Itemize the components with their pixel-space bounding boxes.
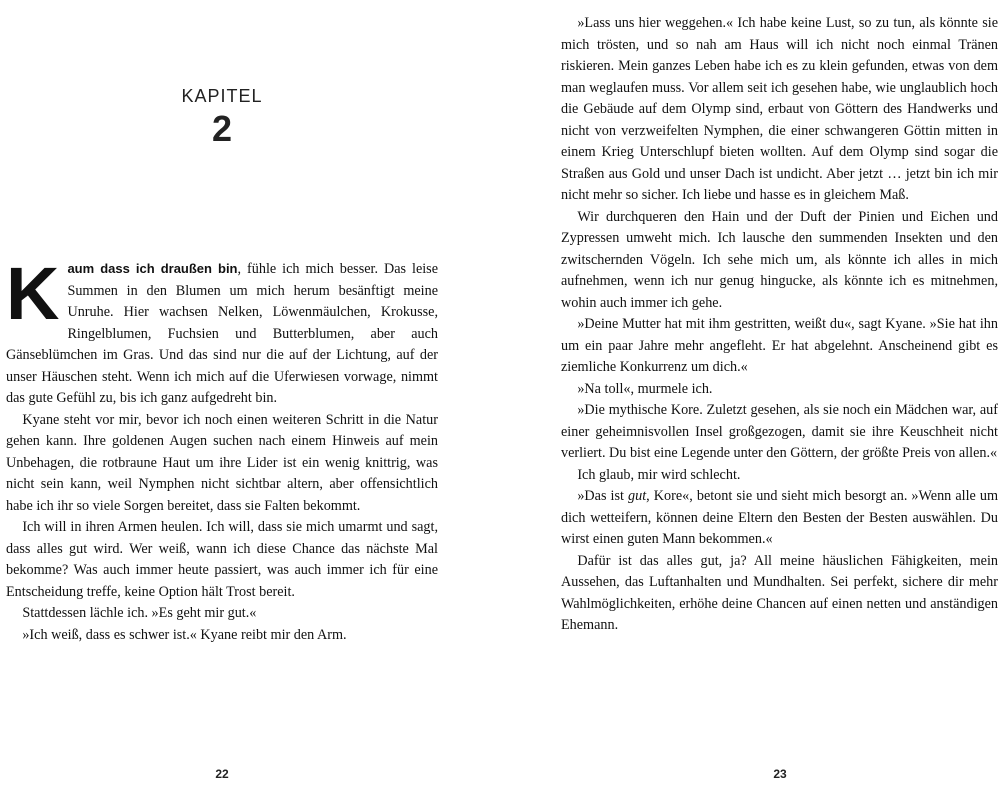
paragraph: »Ich weiß, dass es schwer ist.« Kyane reibt mir den Arm. xyxy=(22,626,347,643)
page-number: 23 xyxy=(773,767,787,781)
chapter-number: 2 xyxy=(211,108,233,149)
lead-in: aum dass ich draußen bin xyxy=(67,261,238,276)
paragraph: »Die mythische Kore. Zuletzt gesehen, als sie noch ein Mädchen war, auf einer geheimnisvollen Insel großgezogen, damit sie ihre Keuschheit nicht verliert. Du bist eine Legende unter den Göttern, der größte Preis von allen.« xyxy=(561,402,998,461)
left-body-text xyxy=(6,252,438,646)
paragraph: Kyane steht vor mir, bevor ich noch einen weiteren Schritt in die Natur gehen kann. Ihre goldenen Augen suchen nach einem Hinweis auf mein Unbehagen, die rotbraune Haut um ihre Lider ist ein wenig knittrig, was nicht sein kann, weil Nymphen nicht sichtbar altern, aber offensichtlich habe ich ihr so viele Sorgen bereitet, dass sie Falten bekommt. xyxy=(6,411,438,514)
right-body-text xyxy=(561,13,998,637)
paragraph: »Na toll«, murmele ich. xyxy=(577,380,713,397)
paragraph: Wir durchqueren den Hain und der Duft der Pinien und Eichen und Zypressen umweht mich. Ich lausche den summenden Insekten und den zwitschernden Vögeln. Ich sehe mich um, als könnte ich alles in mich aufnehmen, wenn ich nur genug hingucke, als könnte ich es mitnehmen, wohin auch immer ich gehe. xyxy=(561,208,998,311)
paragraph xyxy=(561,486,998,551)
paragraph xyxy=(6,252,438,410)
paragraph: Ich will in ihren Armen heulen. Ich will, dass sie mich umarmt und sagt, dass alles gut wird. Wer weiß, wann ich diese Chance das nächste Mal bekomme? Was auch immer heute passiert, was auch immer ich für eine Entscheidung treffe, keine Option hält Trost bereit. xyxy=(6,519,438,600)
right-page xyxy=(500,0,1000,800)
paragraph: Stattdessen lächle ich. »Es geht mir gut.« xyxy=(22,605,257,621)
paragraph: »Lass uns hier weggehen.« Ich habe keine Lust, so zu tun, als könnte sie mich trösten, und so nah am Haus will ich nicht noch einmal Tränen riskieren. Mein ganzes Leben habe ich es zu klein gefunden, etwas von dem man weglaufen muss. Vor allem seit ich gesehen habe, wie unglaublich hoch die Gebäude auf dem Olymp sind, erbaut von Göttern des Handwerks und nicht von verzweifelten Nymphen, die einer schwangeren Göttin mitten in einem Krieg Unterschlupf bieten wollten. Auf dem Olymp sind sogar die Straßen aus Gold und unser Dach ist undicht. Aber jetzt … jetzt bin ich mir nicht mehr so sicher. Ich liebe und hasse es in gleichem Maß. xyxy=(561,15,998,203)
chapter-label: KAPITEL xyxy=(181,86,263,106)
paragraph-text: , Kore«, betont sie und sieht mich besorgt an. »Wenn alle um dich wetteifern, können deine Eltern den Besten der Besten auswählen. Du wirst einen guten Mann bekommen.« xyxy=(561,488,999,547)
paragraph-text: , fühle ich mich besser. Das leise Summen in den Blumen um mich herum besänftigt meine Unruhe. Hier wachsen Nelken, Löwenmäulchen, Krokusse, Ringelblumen, Fuchsien und Butterblumen, aber auch Gänseblümchen im Gras. Und das sind nur die auf der Lichtung, auf der unser Häuschen steht. Wenn ich mich auf die Uferwiesen vorwage, nimmt das gute Gefühl zu, bis ich ganz aufgedreht bin. xyxy=(6,261,438,406)
paragraph: Ich glaub, mir wird schlecht. xyxy=(577,466,741,483)
page-number: 22 xyxy=(215,767,229,781)
emphasis: gut xyxy=(628,488,647,504)
paragraph: »Deine Mutter hat mit ihm gestritten, weißt du«, sagt Kyane. »Sie hat ihn um ein paar Jahre mehr angefleht. Er hat abgelehnt. Anscheinend gibt es ziemliche Konkurrenz um dich.« xyxy=(561,316,998,375)
paragraph: Dafür ist das alles gut, ja? All meine häuslichen Fähigkeiten, mein Aussehen, das Luftanhalten und Mundhalten. Sei perfekt, sichere dir mehr Wahlmöglichkeiten, erhöhe deine Chancen auf einen netten und anständigen Ehemann. xyxy=(561,552,998,633)
drop-cap: K xyxy=(6,252,60,335)
paragraph-text: »Das ist xyxy=(577,488,629,504)
